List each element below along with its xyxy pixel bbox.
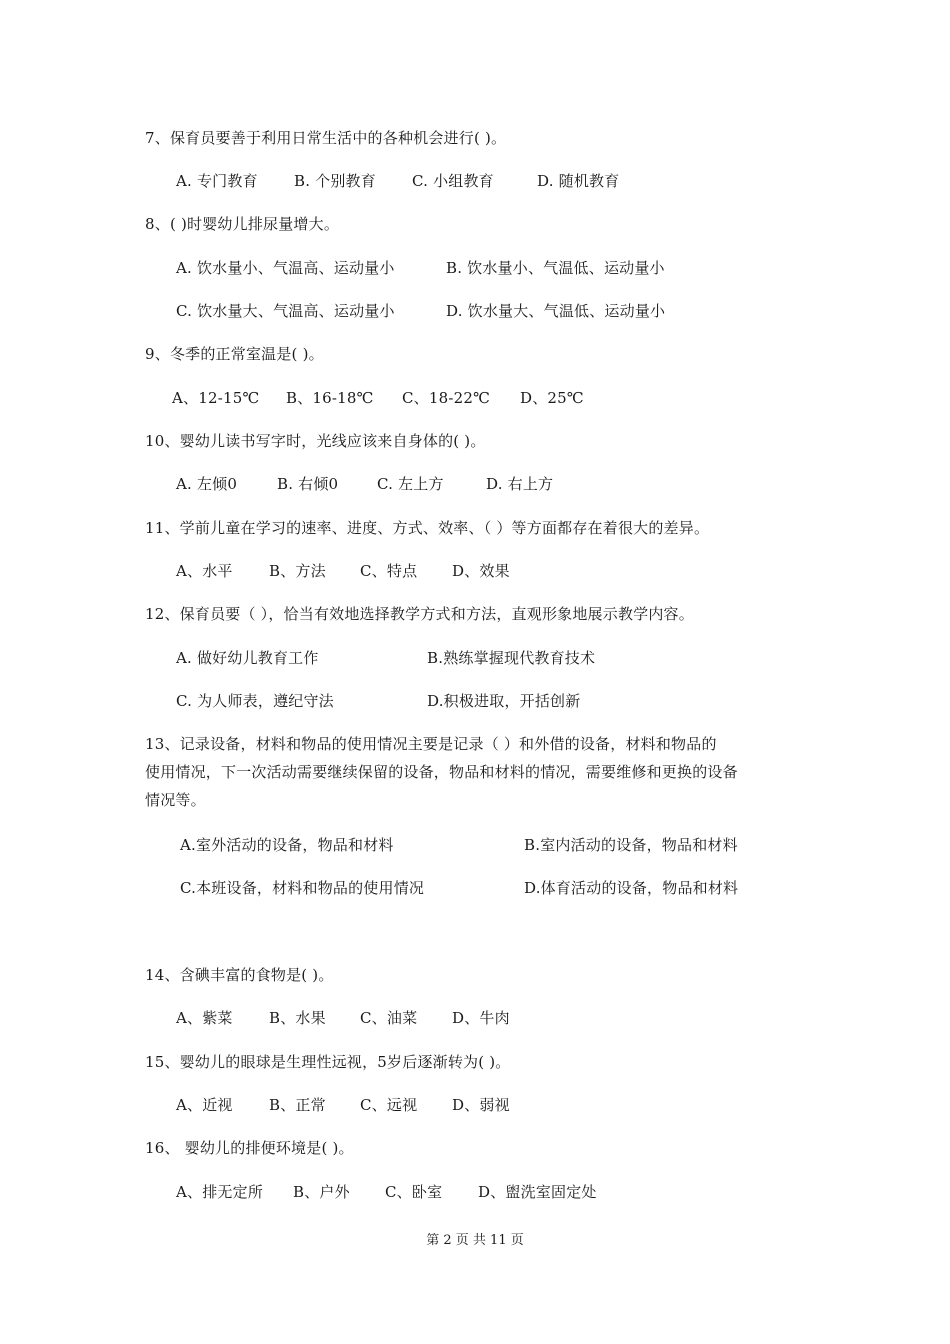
question-7-stem: 7、保育员要善于利用日常生活中的各种机会进行( )。 xyxy=(145,129,507,147)
option-b: B、16-18℃ xyxy=(286,389,374,407)
question-11-stem: 11、学前儿童在学习的速率、进度、方式、效率、（ ）等方面都存在着很大的差异。 xyxy=(145,519,710,537)
option-d: D、牛肉 xyxy=(452,1009,510,1027)
question-14-stem: 14、含碘丰富的食物是( )。 xyxy=(145,966,334,984)
option-c: C、特点 xyxy=(360,562,418,580)
option-a: A. 左倾0 xyxy=(176,475,238,493)
option-c: C. 为人师表，遵纪守法 xyxy=(176,692,334,710)
option-a: A. 专门教育 xyxy=(176,172,258,190)
option-c: C、远视 xyxy=(360,1096,418,1114)
question-8-stem: 8、( )时婴幼儿排尿量增大。 xyxy=(145,215,340,233)
option-d: D、盥洗室固定处 xyxy=(478,1183,597,1201)
option-b: B、水果 xyxy=(269,1009,326,1027)
option-d: D、弱视 xyxy=(452,1096,510,1114)
option-a: A.室外活动的设备，物品和材料 xyxy=(180,836,394,854)
question-12-stem: 12、保育员要（ ），恰当有效地选择教学方式和方法，直观形象地展示教学内容。 xyxy=(145,605,694,623)
question-9-stem: 9、冬季的正常室温是( )。 xyxy=(145,345,324,363)
option-d: D. 右上方 xyxy=(486,475,554,493)
option-b: B.熟练掌握现代教育技术 xyxy=(427,649,596,667)
option-b: B、正常 xyxy=(269,1096,326,1114)
option-a: A、排无定所 xyxy=(176,1183,264,1201)
question-15-stem: 15、婴幼儿的眼球是生理性远视，5岁后逐渐转为( )。 xyxy=(145,1053,511,1071)
option-b: B. 个别教育 xyxy=(294,172,376,190)
option-d: D、效果 xyxy=(452,562,510,580)
option-c: C、油菜 xyxy=(360,1009,418,1027)
option-b: B. 饮水量小、气温低、运动量小 xyxy=(446,259,665,277)
option-c: C. 左上方 xyxy=(377,475,444,493)
option-b: B、方法 xyxy=(269,562,326,580)
option-b: B.室内活动的设备，物品和材料 xyxy=(524,836,738,854)
option-a: A、近视 xyxy=(176,1096,233,1114)
question-13-stem-line3: 情况等。 xyxy=(145,791,206,809)
option-d: D、25℃ xyxy=(520,389,584,407)
option-d: D. 随机教育 xyxy=(537,172,620,190)
option-c: C、18-22℃ xyxy=(402,389,491,407)
option-d: D.积极进取，开括创新 xyxy=(427,692,581,710)
option-c: C. 小组教育 xyxy=(412,172,494,190)
question-13-stem-line2: 使用情况，下一次活动需要继续保留的设备，物品和材料的情况，需要维修和更换的设备 xyxy=(145,763,738,781)
option-a: A、12-15℃ xyxy=(172,389,260,407)
option-a: A. 饮水量小、气温高、运动量小 xyxy=(176,259,395,277)
option-d: D.体育活动的设备，物品和材料 xyxy=(524,879,739,897)
option-d: D. 饮水量大、气温低、运动量小 xyxy=(446,302,666,320)
question-13-stem-line1: 13、记录设备，材料和物品的使用情况主要是记录（ ）和外借的设备，材料和物品的 xyxy=(145,735,717,753)
option-b: B. 右倾0 xyxy=(277,475,339,493)
option-a: A、紫菜 xyxy=(176,1009,233,1027)
page-number-footer: 第 2 页 共 11 页 xyxy=(426,1233,524,1248)
question-16-stem: 16、 婴幼儿的排便环境是( )。 xyxy=(145,1139,354,1157)
option-c: C. 饮水量大、气温高、运动量小 xyxy=(176,302,395,320)
option-c: C.本班设备，材料和物品的使用情况 xyxy=(180,879,425,897)
option-c: C、卧室 xyxy=(385,1183,443,1201)
option-b: B、户外 xyxy=(293,1183,350,1201)
option-a: A. 做好幼儿教育工作 xyxy=(176,649,319,667)
option-a: A、水平 xyxy=(176,562,233,580)
question-10-stem: 10、婴幼儿读书写字时，光线应该来自身体的( )。 xyxy=(145,432,486,450)
